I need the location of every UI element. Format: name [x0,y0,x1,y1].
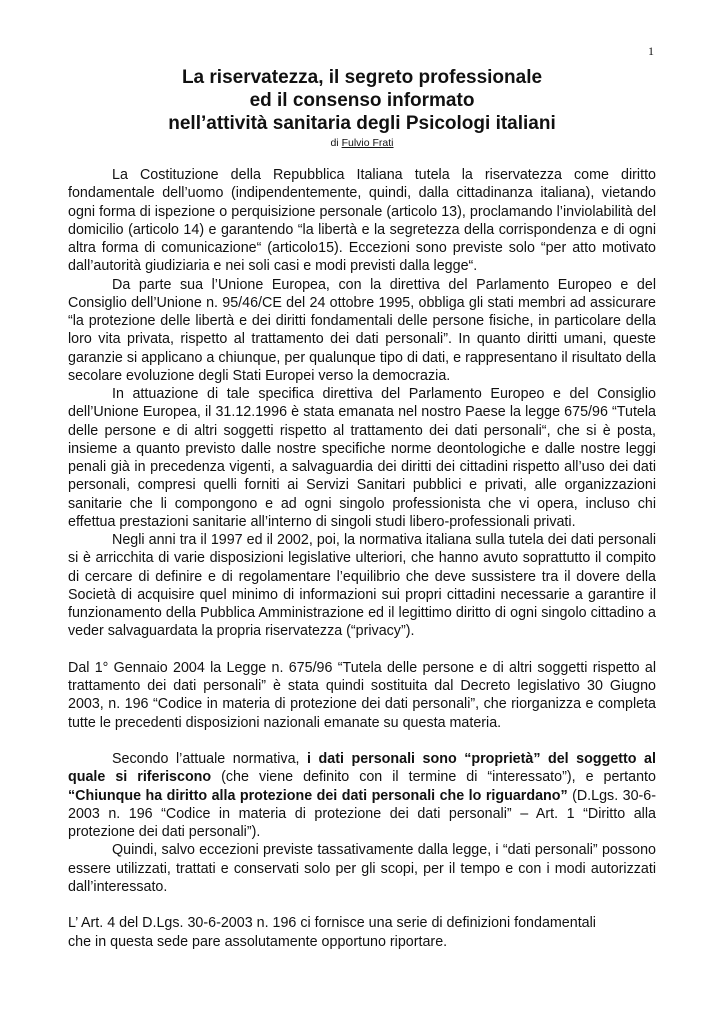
art4-line-2: che in questa sede pare assolutamente opportuno riportare. [68,933,448,950]
bold-run: i dati personali sono “proprietà” del soggetto al quale si riferiscono [68,751,656,786]
art4-line-1: L’ Art. 4 del D.Lgs. 30-6-2003 n. 196 ci fornisce una serie di definizioni fondamentali [68,915,596,932]
byline-prefix: di [330,137,339,149]
paragraph-legge-675: In attuazione di tale specifica direttiva del Parlamento Europeo e del Consiglio dell’Unione Europea, il 31.12.1996 è stata emanata nel nostro Paese la legge 675/96 “Tutela delle persone e di altri soggetti rispetto al trattamento dei dati personali“, che si è posta, insieme a quanto previsto dalle nostre specifiche norme deontologiche e dalle nostre leggi penali già in precedenza vigenti, a salvaguardia dei diritti dei cittadini rispetto all’uso dei dati personali, compresi quelli forniti ai Servizi Sanitari pubblici e privati, alle organizzazioni sanitarie che li compongono e ad ogni singolo professionista che vi opera, incluso chi effettua prestazioni sanitarie all’interno di singoli studi libero-professionali privati. [68,386,656,530]
text-run: (D.Lgs. 30-6-2003 n. 196 “Codice in materia di protezione dei dati personali” – Art. 1 “Diritto alla protezione dei dati personali”). [68,787,656,840]
bold-run: “Chiunque ha diritto alla protezione dei dati personali che lo riguardano” [68,787,568,804]
text-run: Secondo l’attuale normativa, [112,751,308,767]
page-number: 1 [648,44,654,58]
title-line-2: ed il consenso informato [249,90,475,111]
title-line-3: nell’attività sanitaria degli Psicologi italiani [168,113,556,134]
author-link[interactable]: Fulvio Frati [341,137,394,149]
document-title [0,66,724,150]
paragraph-normativa-1997-2002: Negli anni tra il 1997 ed il 2002, poi, la normativa italiana sulla tutela dei dati personali si è arricchita di varie disposizioni legislative ulteriori, che hanno avuto soprattutto il compito di cercare di definire e di regolamentare l’equilibrio che deve sussistere tra il dovere della Società di acquisire quel minimo di informazioni sui propri cittadini necessarie a garantire il funzionamento della Pubblica Amministrazione ed il legittimo diritto di ogni singolo cittadino a veder salvaguardata la propria riservatezza (“privacy”). [68,532,656,640]
paragraph-unione-europea: Da parte sua l’Unione Europea, con la direttiva del Parlamento Europeo e del Consiglio dell’Unione n. 95/46/CE del 24 ottobre 1995, obbliga gli stati membri ad assicurare “la protezione delle libertà e dei diritti fondamentali delle persone fisiche, in particolare della loro vita privata, rispetto al trattamento dei dati personali”. In quanto diritti umani, queste garanzie si applicano a chiunque, per qualunque tipo di dati, e rappresentano il risultato della secolare evoluzione degli Stati Europei verso la democrazia. [68,276,656,384]
paragraph-art-4 [68,914,656,951]
title-line-1: La riservatezza, il segreto professionale [181,67,543,88]
text-run: (che viene definito con il termine di “interessato”), e pertanto [211,769,656,786]
byline [0,136,724,150]
paragraph-costituzione: La Costituzione della Repubblica Italiana tutela la riservatezza come diritto fondamentale dell’uomo (indipendentemente, quindi, dalla cittadinanza italiana), vietando ogni forma di ispezione o perquisizione personale (articolo 13), proclamando l’inviolabilità del domicilio (articolo 14) e garantendo “la libertà e la segretezza della corrispondenza e di ogni altra forma di comunicazione“ (articolo15). Eccezioni sono previste solo “per atto motivato dall’autorità giudiziaria e nei soli casi e modi previsti dalla legge“. [68,167,656,275]
paragraph-dati-personali [68,750,656,841]
document-body [68,166,656,951]
paragraph-eccezioni: Quindi, salvo eccezioni previste tassativamente dalla legge, i “dati personali” possono essere utilizzati, trattati e conservati solo per gli scopi, per il tempo e con i modi autorizzati dall’interessato. [68,842,656,895]
paragraph-decreto-196: Dal 1° Gennaio 2004 la Legge n. 675/96 “Tutela delle persone e di altri soggetti rispetto al trattamento dei dati personali” è stata quindi sostituita dal Decreto legislativo 30 Giugno 2003, n. 196 “Codice in materia di protezione dei dati personali”, che riorganizza e completa tutte le precedenti disposizioni nazionali emanate su questa materia. [68,659,656,731]
